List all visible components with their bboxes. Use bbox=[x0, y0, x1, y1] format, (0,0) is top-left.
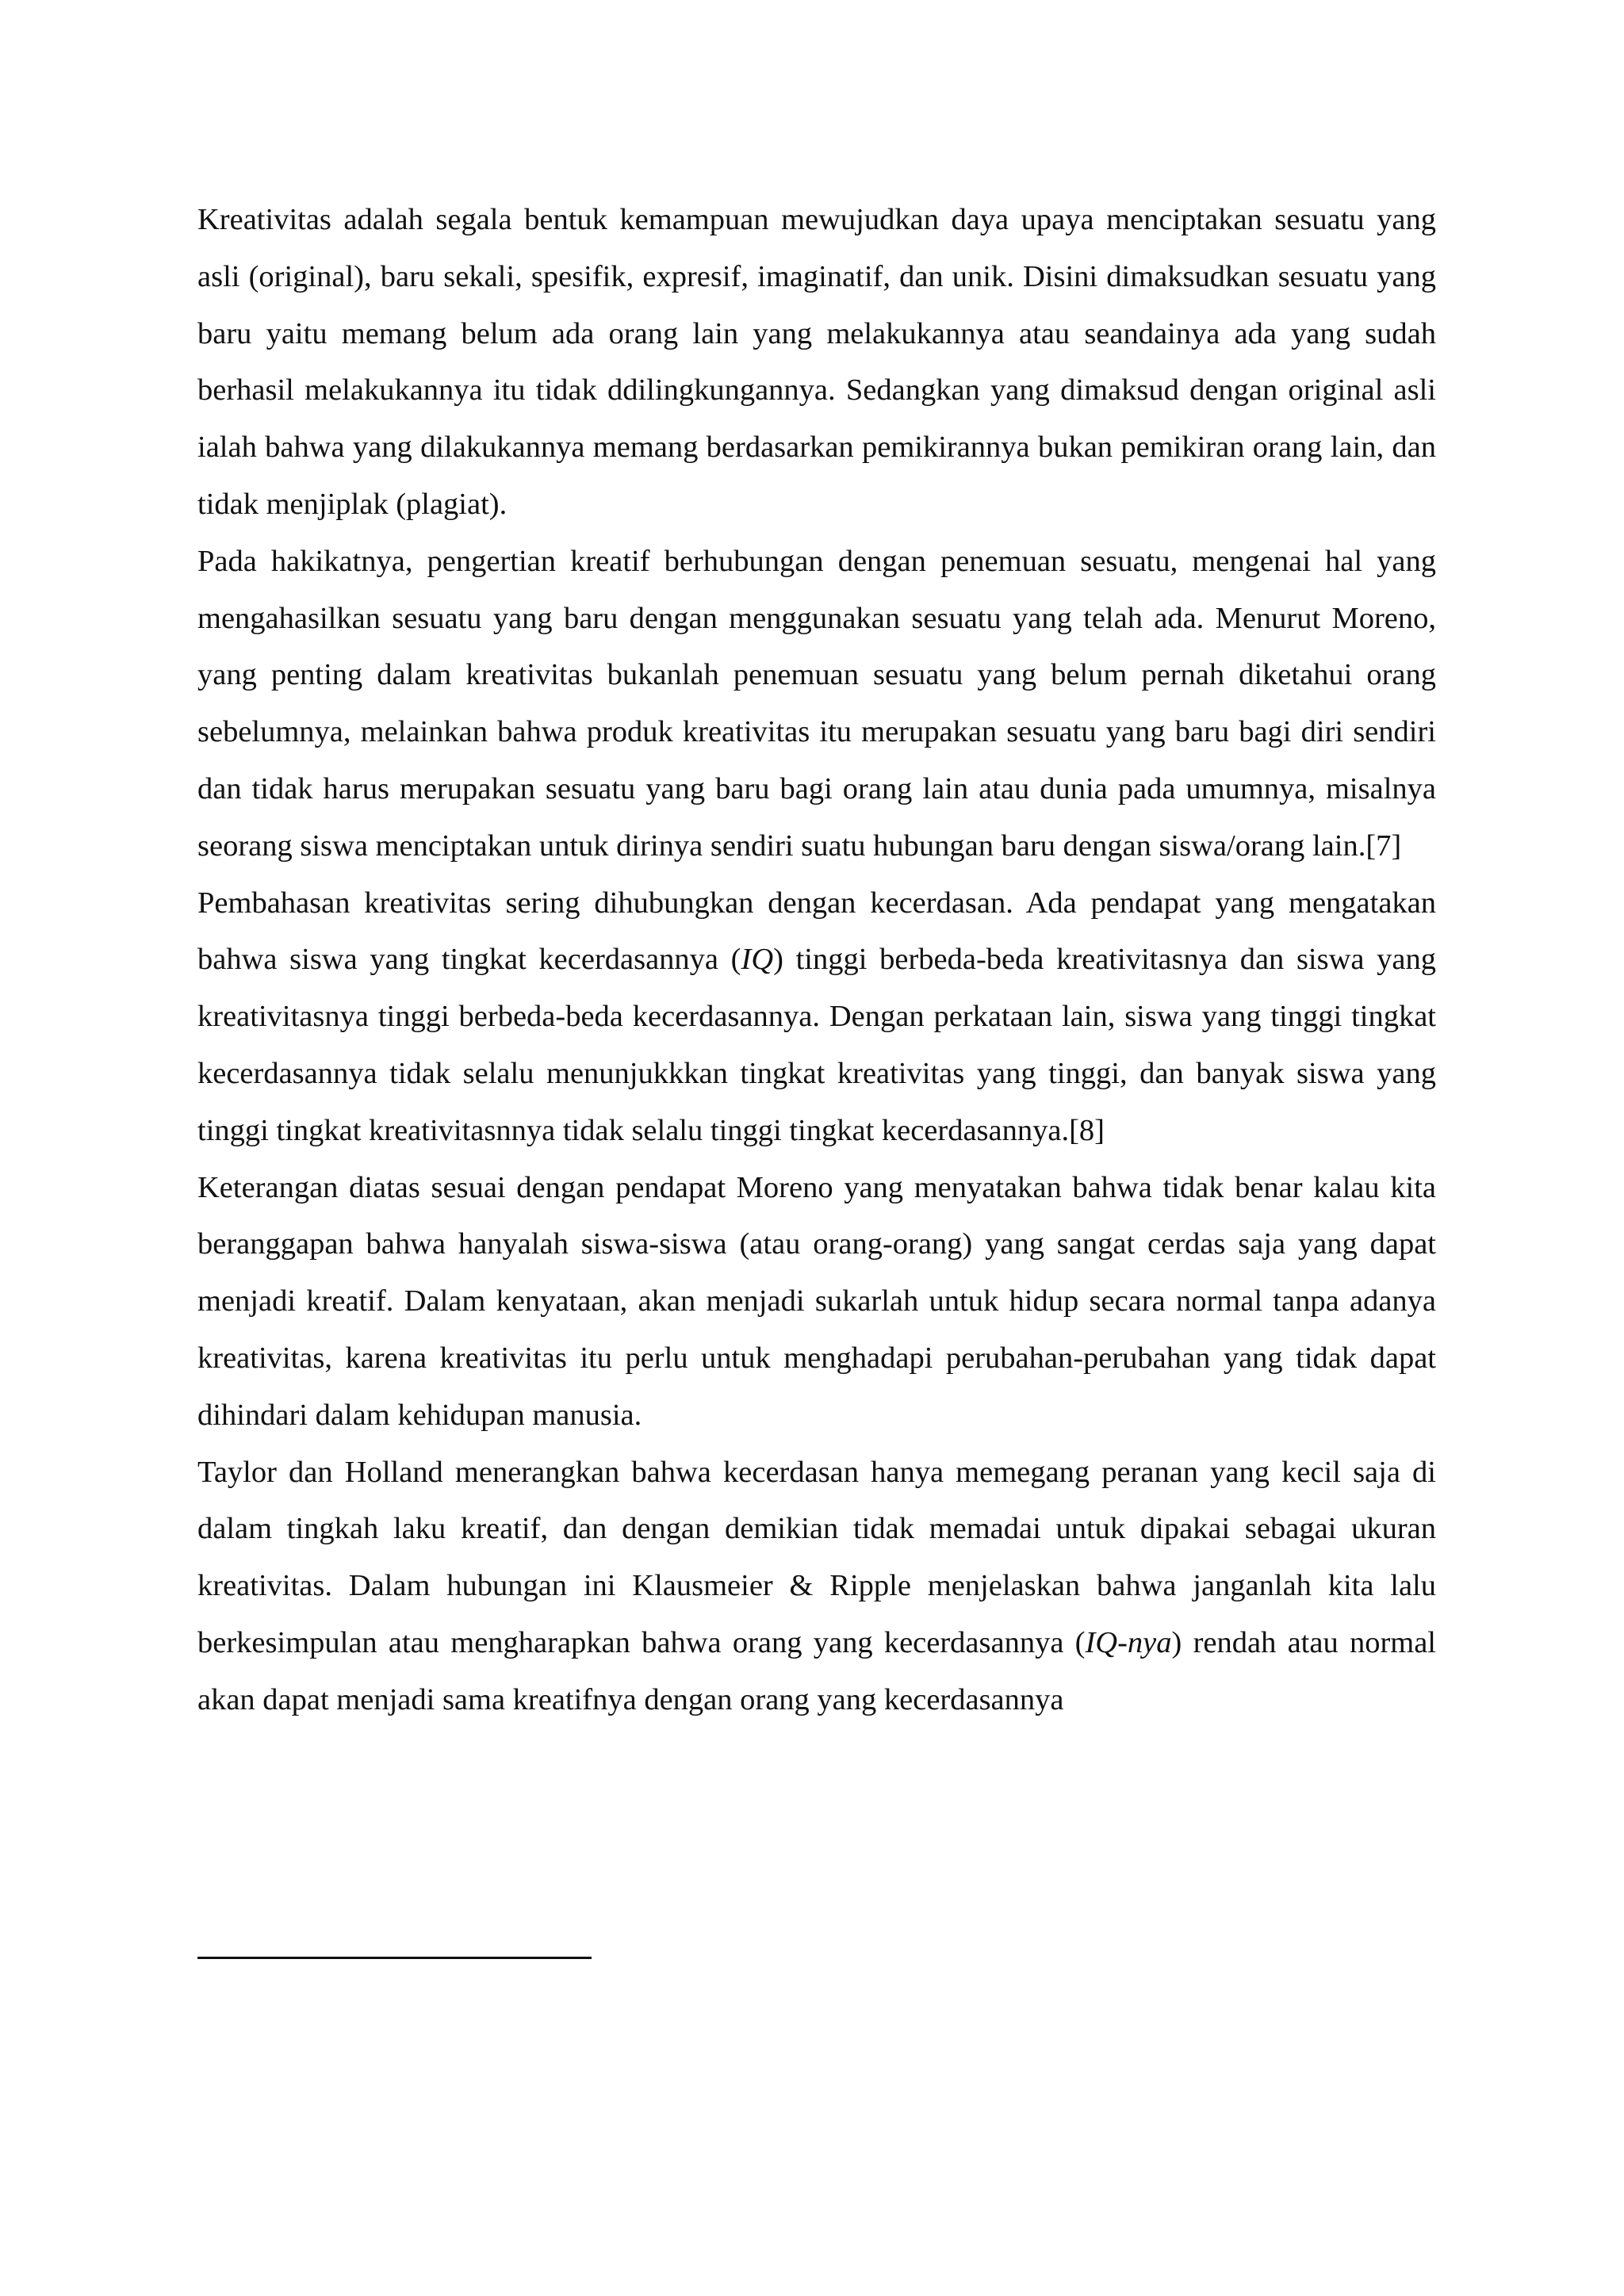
footnote-separator bbox=[197, 1957, 592, 1959]
iq-term: IQ bbox=[741, 943, 774, 977]
paragraph-1 bbox=[197, 192, 1436, 534]
paragraph-3-text-b: ) tinggi berbeda-beda kreativitasnya dan siswa yang kreativitasnya tinggi berbeda-beda kecerdasannya. Dengan perkataan lain, siswa yang tinggi tingkat kecerdasannya tidak selalu menunjukkkan tingkat kreativitas yang tinggi, dan banyak siswa yang tinggi tingkat kreativitasnnya tidak selalu tinggi tingkat kecerdasannya.[8] bbox=[197, 943, 1436, 1147]
body-text bbox=[197, 192, 1436, 1729]
paragraph-2-text: Pada hakikatnya, pengertian kreatif berhubungan dengan penemuan sesuatu, mengenai hal yang mengahasilkan sesuatu yang baru dengan menggunakan sesuatu yang telah ada. Menurut Moreno, yang penting dalam kreativitas bukanlah penemuan sesuatu yang belum pernah diketahui orang sebelumnya, melainkan bahwa produk kreativitas itu merupakan sesuatu yang baru bagi diri sendiri dan tidak harus merupakan sesuatu yang baru bagi orang lain atau dunia pada umumnya, misalnya seorang siswa menciptakan untuk dirinya sendiri suatu hubungan baru dengan siswa/orang lain.[7] bbox=[197, 544, 1436, 863]
paragraph-2 bbox=[197, 534, 1436, 875]
iq-nya-term: IQ-nya bbox=[1085, 1625, 1172, 1659]
paragraph-5 bbox=[197, 1445, 1436, 1729]
paragraph-4 bbox=[197, 1160, 1436, 1445]
paragraph-3-text-a: Pembahasan kreativitas sering dihubungkan dengan kecerdasan. Ada pendapat yang mengatakan bahwa siswa yang tingkat kecerdasannya ( bbox=[197, 886, 1436, 977]
paragraph-5-text-b: ) rendah atau normal akan dapat menjadi sama kreatifnya dengan orang yang kecerdasannya bbox=[197, 1625, 1437, 1716]
paragraph-5-text-a: Taylor dan Holland menerangkan bahwa kecerdasan hanya memegang peranan yang kecil saja di dalam tingkah laku kreatif, dan dengan demikian tidak memadai untuk dipakai sebagai ukuran kreativitas. Dalam hubungan ini Klausmeier & Ripple menjelaskan bahwa janganlah kita lalu berkesimpulan atau mengharapkan bahwa orang yang kecerdasannya ( bbox=[197, 1455, 1436, 1659]
paragraph-1-text: Kreativitas adalah segala bentuk kemampuan mewujudkan daya upaya menciptakan sesuatu yang asli (original), baru sekali, spesifik, expresif, imaginatif, dan unik. Disini dimaksudkan sesuatu yang baru yaitu memang belum ada orang lain yang melakukannya atau seandainya ada yang sudah berhasil melakukannya itu tidak ddilingkungannya. Sedangkan yang dimaksud dengan original asli ialah bahwa yang dilakukannya memang berdasarkan pemikirannya bukan pemikiran orang lain, dan tidak menjiplak (plagiat). bbox=[197, 203, 1436, 521]
paragraph-4-text: Keterangan diatas sesuai dengan pendapat Moreno yang menyatakan bahwa tidak benar kalau kita beranggapan bahwa hanyalah siswa-siswa (atau orang-orang) yang sangat cerdas saja yang dapat menjadi kreatif. Dalam kenyataan, akan menjadi sukarlah untuk hidup secara normal tanpa adanya kreativitas, karena kreativitas itu perlu untuk menghadapi perubahan-perubahan yang tidak dapat dihindari dalam kehidupan manusia. bbox=[197, 1170, 1436, 1432]
paragraph-3 bbox=[197, 875, 1436, 1160]
